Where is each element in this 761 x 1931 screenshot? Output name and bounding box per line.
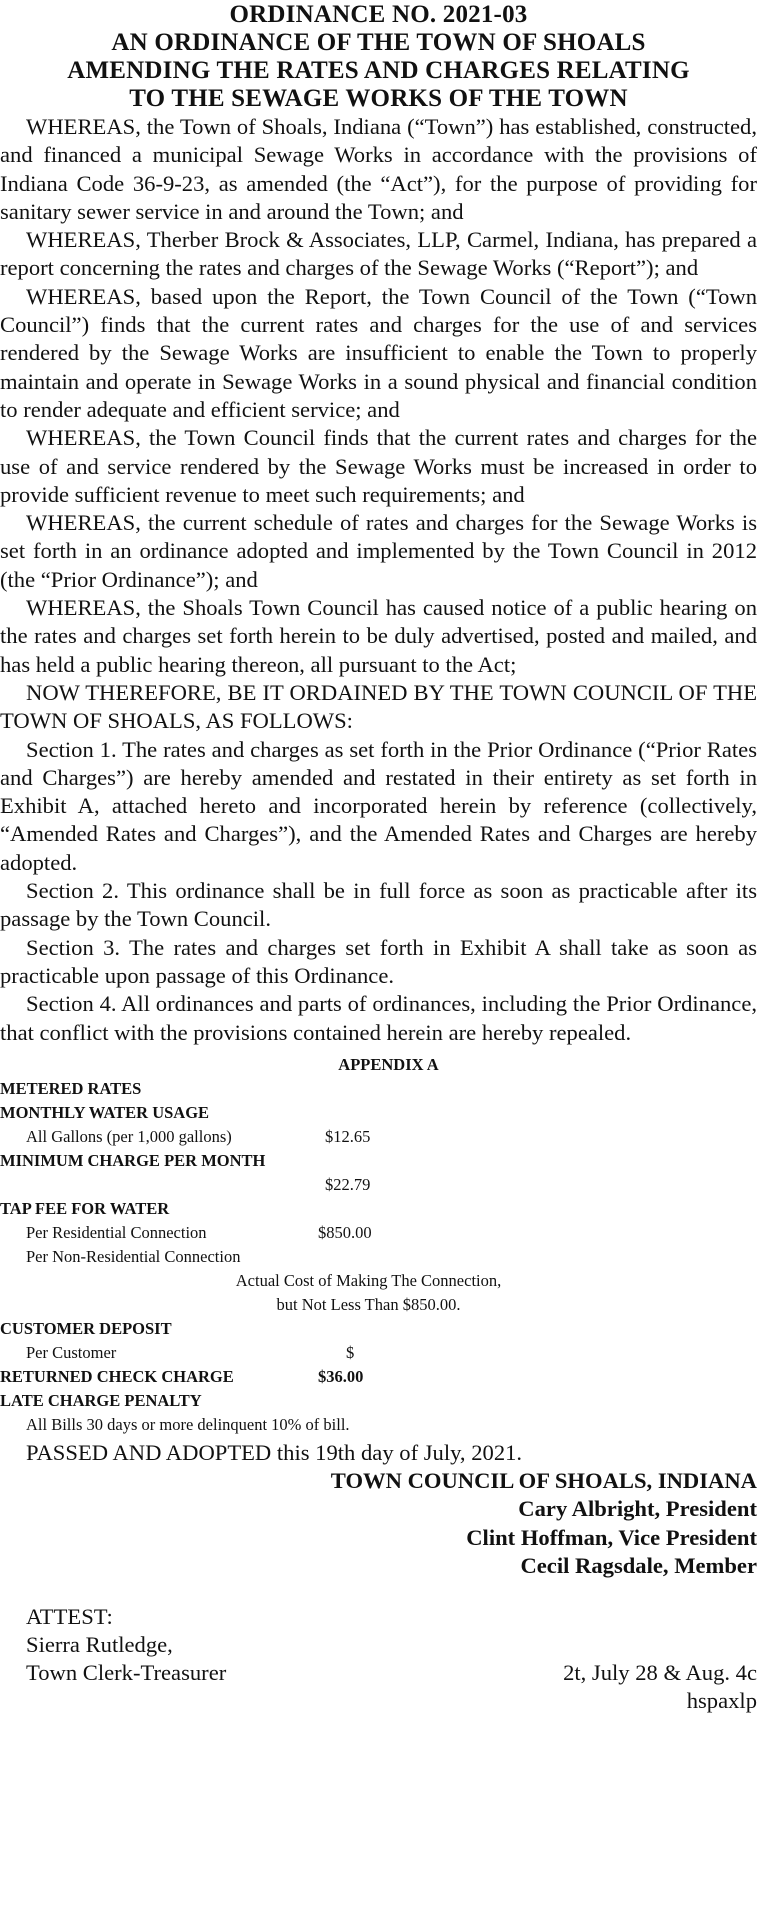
whereas-paragraph-4: WHEREAS, the Town Council finds that the current rates and charges for the use of and service rendered by the Sewage Works must be increased in order to provide sufficient revenue to meet such requirements; and (0, 425, 757, 507)
minimum-charge-row (0, 1173, 757, 1197)
whereas-paragraph-2: WHEREAS, Therber Brock & Associates, LLP, Carmel, Indiana, has prepared a report concerning the rates and charges of the Sewage Works (“Report”); and (0, 227, 757, 281)
residential-row (0, 1221, 757, 1245)
late-charge-heading: LATE CHARGE PENALTY (0, 1390, 202, 1410)
per-customer-value: $ (346, 1342, 355, 1362)
non-residential-row (0, 1245, 757, 1269)
returned-check-row (0, 1365, 757, 1389)
publication-dates: 2t, July 28 & Aug. 4c (563, 1659, 757, 1685)
whereas-paragraph-5: WHEREAS, the current schedule of rates and charges for the Sewage Works is set forth in an ordinance adopted and implemented by the Town Council in 2012 (the “Prior Ordinance”); and (0, 510, 757, 592)
title-line-3: AMENDING THE RATES AND CHARGES RELATING (67, 57, 690, 84)
signature-block (0, 1467, 757, 1581)
title-line-2: AN ORDINANCE OF THE TOWN OF SHOALS (111, 29, 646, 56)
whereas-paragraph-3: WHEREAS, based upon the Report, the Town Council of the Town (“Town Council”) finds that the current rates and charges for the use of and services rendered by the Sewage Works are insufficient to enable the Town to properly maintain and operate in Sewage Works in a sound physical and financial condition to render adequate and efficient service; and (0, 283, 757, 422)
appendix-a (0, 1053, 757, 1437)
legal-notice (0, 1, 761, 1931)
all-gallons-row (0, 1125, 757, 1149)
per-customer-row (0, 1341, 757, 1365)
residential-value: $850.00 (318, 1222, 372, 1242)
metered-rates-heading: METERED RATES (0, 1078, 142, 1098)
all-gallons-label: All Gallons (per 1,000 gallons) (26, 1126, 232, 1146)
president-signature: Cary Albright, President (518, 1496, 757, 1522)
vice-president-signature: Clint Hoffman, Vice President (466, 1524, 757, 1550)
clerk-name: Sierra Rutledge, (26, 1631, 173, 1657)
monthly-water-usage-heading: MONTHLY WATER USAGE (0, 1102, 210, 1122)
returned-check-value: $36.00 (318, 1366, 364, 1386)
attest-label: ATTEST: (26, 1603, 113, 1629)
minimum-charge-heading: MINIMUM CHARGE PER MONTH (0, 1150, 266, 1170)
passed-and-adopted: PASSED AND ADOPTED this 19th day of July, 2021. (26, 1439, 523, 1465)
customer-deposit-heading: CUSTOMER DEPOSIT (0, 1318, 172, 1338)
tap-fee-heading: TAP FEE FOR WATER (0, 1198, 170, 1218)
minimum-charge-value: $22.79 (325, 1174, 371, 1194)
section-1: Section 1. The rates and charges as set forth in the Prior Ordinance (“Prior Rates and Charges”) are hereby amended and restated in their entirety as set forth in Exhibit A, attached hereto and incorporated herein by reference (collectively, “Amended Rates and Charges”), and the Amended Rates and Charges are hereby adopted. (0, 736, 757, 875)
late-charge-text: All Bills 30 days or more delinquent 10% of bill. (26, 1414, 350, 1434)
clerk-title-row (26, 1659, 757, 1687)
section-4: Section 4. All ordinances and parts of ordinances, including the Prior Ordinance, that conflict with the provisions contained herein are hereby repealed. (0, 991, 757, 1045)
attest-block (0, 1603, 757, 1715)
council-name: TOWN COUNCIL OF SHOALS, INDIANA (330, 1467, 757, 1493)
actual-cost-line-2: but Not Less Than $850.00. (276, 1294, 461, 1314)
ordinance-title (0, 1, 757, 113)
title-line-4: TO THE SEWAGE WORKS OF THE TOWN (129, 85, 628, 112)
publication-code: hspaxlp (686, 1687, 757, 1713)
residential-label: Per Residential Connection (26, 1222, 207, 1242)
section-3: Section 3. The rates and charges set forth in Exhibit A shall take as soon as practicable upon passage of this Ordinance. (0, 934, 757, 988)
returned-check-label: RETURNED CHECK CHARGE (0, 1366, 234, 1386)
whereas-paragraph-1: WHEREAS, the Town of Shoals, Indiana (“Town”) has established, constructed, and financed a municipal Sewage Works in accordance with the provisions of Indiana Code 36-9-23, as amended (the “Act”), for the purpose of providing for sanitary sewer service in and around the Town; and (0, 114, 757, 224)
appendix-title: APPENDIX A (338, 1054, 439, 1074)
ordinance-body (0, 113, 757, 1047)
ordinance-number: ORDINANCE NO. 2021-03 (229, 1, 528, 28)
all-gallons-value: $12.65 (325, 1126, 371, 1146)
section-2: Section 2. This ordinance shall be in full force as soon as practicable after its passage by the Town Council. (0, 878, 757, 932)
member-signature: Cecil Ragsdale, Member (520, 1553, 757, 1579)
actual-cost-line-1: Actual Cost of Making The Connection, (235, 1270, 502, 1290)
clerk-title: Town Clerk-Treasurer (26, 1659, 227, 1685)
non-residential-label: Per Non-Residential Connection (26, 1246, 241, 1266)
per-customer-label: Per Customer (26, 1342, 117, 1362)
ordained-paragraph: NOW THEREFORE, BE IT ORDAINED BY THE TOWN COUNCIL OF THE TOWN OF SHOALS, AS FOLLOWS: (0, 679, 757, 734)
whereas-paragraph-6: WHEREAS, the Shoals Town Council has caused notice of a public hearing on the rates and charges set forth herein to be duly advertised, posted and mailed, and has held a public hearing thereon, all pursuant to the Act; (0, 595, 757, 677)
